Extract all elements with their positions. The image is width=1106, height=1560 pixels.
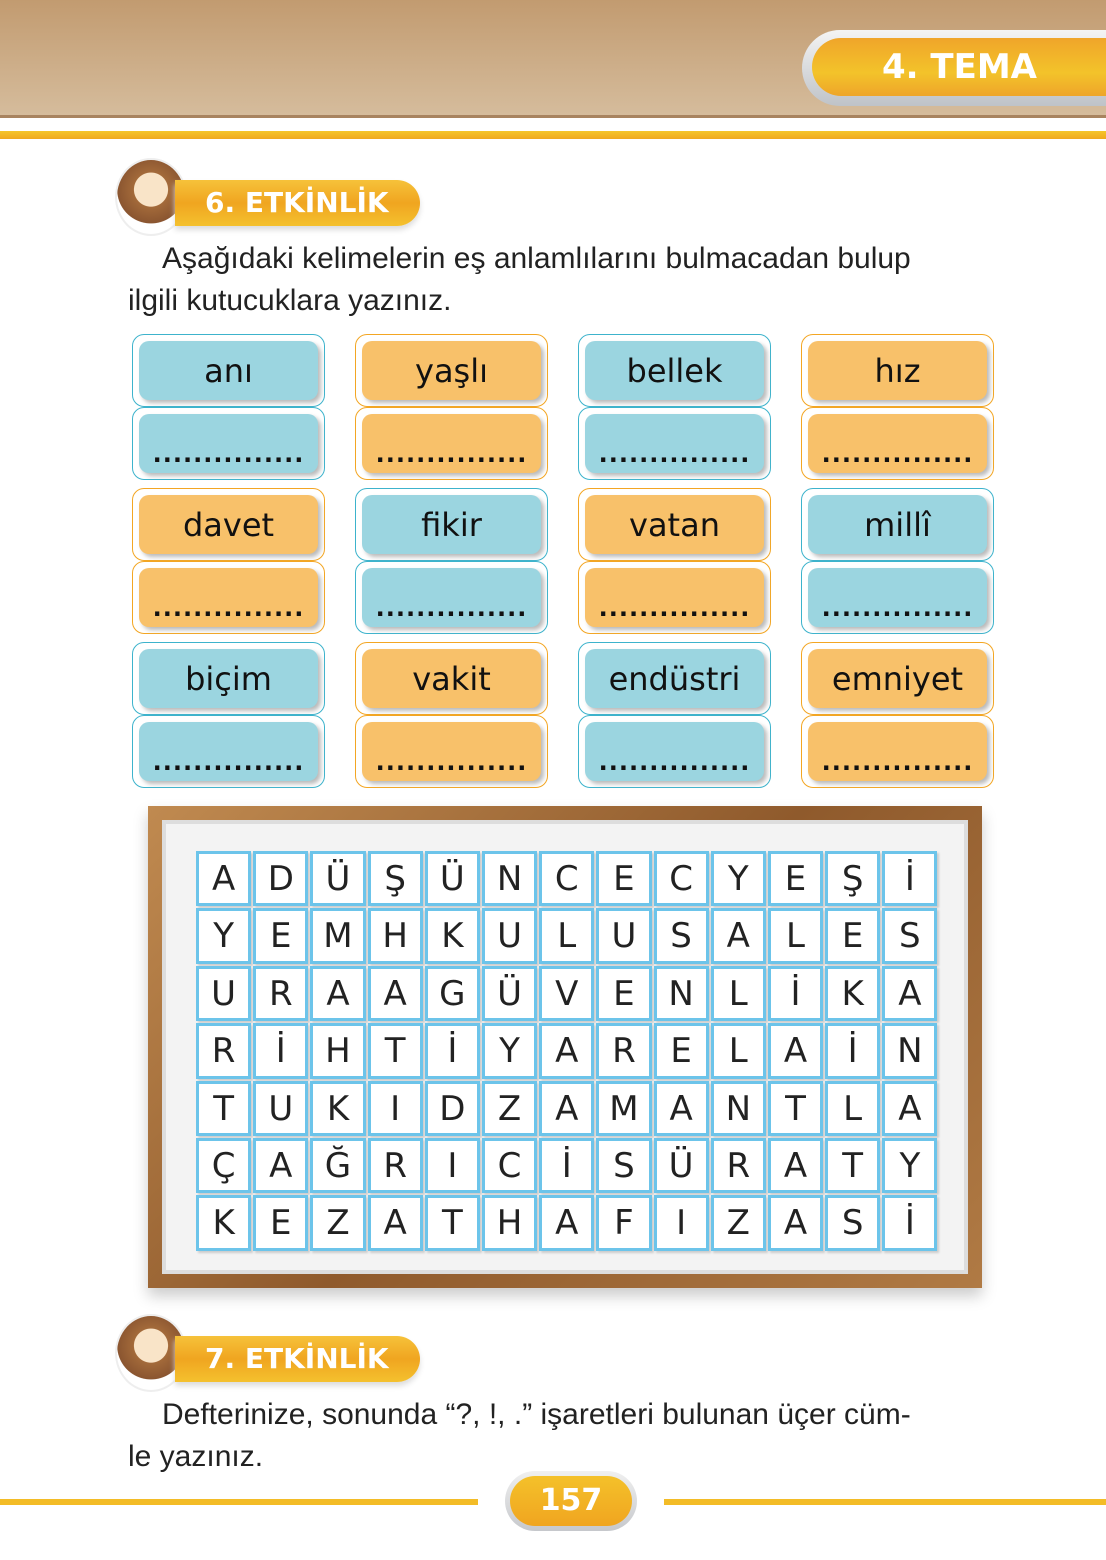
activity6-instruction (128, 238, 1088, 322)
word-label: bellek (585, 341, 764, 400)
puzzle-cell[interactable]: İ (825, 1023, 880, 1078)
puzzle-cell[interactable]: T (196, 1081, 251, 1136)
puzzle-cell[interactable]: U (482, 908, 537, 963)
puzzle-cell[interactable]: F (596, 1195, 651, 1250)
word-card (355, 642, 548, 715)
word-search-board (162, 820, 968, 1274)
puzzle-cell[interactable]: İ (253, 1023, 308, 1078)
word-label: emniyet (808, 649, 987, 708)
puzzle-cell[interactable]: E (768, 851, 823, 906)
answer-box[interactable] (801, 407, 994, 480)
puzzle-cell[interactable]: N (482, 851, 537, 906)
puzzle-cell[interactable]: A (768, 1138, 823, 1193)
puzzle-cell[interactable]: A (711, 908, 766, 963)
puzzle-cell[interactable]: U (196, 966, 251, 1021)
puzzle-cell[interactable]: D (253, 851, 308, 906)
puzzle-cell[interactable]: A (539, 1081, 594, 1136)
puzzle-cell[interactable]: L (825, 1081, 880, 1136)
answer-box[interactable] (132, 715, 325, 788)
puzzle-cell[interactable]: K (196, 1195, 251, 1250)
word-label: endüstri (585, 649, 764, 708)
puzzle-cell[interactable]: N (654, 966, 709, 1021)
puzzle-cell[interactable]: Ş (368, 851, 423, 906)
answer-placeholder[interactable]: ............... (139, 414, 318, 473)
answer-placeholder[interactable]: ............... (808, 414, 987, 473)
puzzle-cell[interactable]: A (368, 1195, 423, 1250)
puzzle-cell[interactable]: S (654, 908, 709, 963)
puzzle-cell[interactable]: İ (882, 851, 937, 906)
word-label: fikir (362, 495, 541, 554)
activity7-instruction (128, 1394, 1088, 1478)
puzzle-cell[interactable]: Ş (825, 851, 880, 906)
puzzle-cell[interactable]: Y (196, 908, 251, 963)
answer-placeholder[interactable]: ............... (808, 568, 987, 627)
puzzle-cell[interactable]: Ğ (310, 1138, 365, 1193)
puzzle-cell[interactable]: A (882, 966, 937, 1021)
word-card (578, 488, 771, 561)
puzzle-cell[interactable]: Y (711, 851, 766, 906)
activity6-title: 6. ETKİNLİK (175, 180, 420, 226)
puzzle-cell[interactable]: R (196, 1023, 251, 1078)
activity7-badge (115, 1328, 420, 1388)
answer-placeholder[interactable]: ............... (808, 722, 987, 781)
answer-placeholder[interactable]: ............... (585, 414, 764, 473)
puzzle-cell[interactable]: U (596, 908, 651, 963)
instruction-line: Defterinize, sonunda “?, !, .” işaretleri bulunan üçer cüm- (162, 1398, 911, 1431)
activity7-title: 7. ETKİNLİK (175, 1336, 420, 1382)
puzzle-cell[interactable]: A (768, 1195, 823, 1250)
puzzle-cell[interactable]: H (482, 1195, 537, 1250)
word-label: vakit (362, 649, 541, 708)
puzzle-cell[interactable]: A (539, 1195, 594, 1250)
page-number: 157 (510, 1476, 632, 1526)
footer-line-left (0, 1499, 478, 1505)
page-number-badge (505, 1471, 637, 1531)
puzzle-cell[interactable]: T (825, 1138, 880, 1193)
puzzle-cell[interactable]: U (253, 1081, 308, 1136)
puzzle-cell[interactable]: A (368, 966, 423, 1021)
puzzle-cell[interactable]: İ (539, 1138, 594, 1193)
puzzle-cell[interactable]: S (825, 1195, 880, 1250)
puzzle-cell[interactable]: T (368, 1023, 423, 1078)
puzzle-cell[interactable]: N (711, 1081, 766, 1136)
word-card (801, 334, 994, 407)
puzzle-cell[interactable]: T (768, 1081, 823, 1136)
puzzle-cell[interactable]: C (654, 851, 709, 906)
puzzle-cell[interactable]: A (539, 1023, 594, 1078)
word-search-grid (195, 850, 938, 1252)
puzzle-cell[interactable]: C (539, 851, 594, 906)
puzzle-cell[interactable]: G (425, 966, 480, 1021)
puzzle-cell[interactable]: İ (425, 1023, 480, 1078)
puzzle-cell[interactable]: L (539, 908, 594, 963)
answer-box[interactable] (132, 561, 325, 634)
answer-box[interactable] (355, 407, 548, 480)
puzzle-cell[interactable]: R (596, 1023, 651, 1078)
answer-placeholder[interactable]: ............... (585, 568, 764, 627)
instruction-line: ilgili kutucuklara yazınız. (128, 284, 452, 317)
puzzle-cell[interactable]: Z (711, 1195, 766, 1250)
word-card (801, 488, 994, 561)
header-divider (0, 131, 1106, 139)
answer-placeholder[interactable]: ............... (585, 722, 764, 781)
word-label: anı (139, 341, 318, 400)
word-label: yaşlı (362, 341, 541, 400)
word-card (578, 334, 771, 407)
word-search-frame (148, 806, 982, 1288)
word-card (355, 334, 548, 407)
puzzle-cell[interactable]: E (654, 1023, 709, 1078)
puzzle-cell[interactable]: M (596, 1081, 651, 1136)
puzzle-cell[interactable]: V (539, 966, 594, 1021)
puzzle-cell[interactable]: Z (482, 1081, 537, 1136)
puzzle-cell[interactable]: A (768, 1023, 823, 1078)
puzzle-cell[interactable]: T (425, 1195, 480, 1250)
puzzle-cell[interactable]: K (425, 908, 480, 963)
puzzle-cell[interactable]: Ü (482, 966, 537, 1021)
puzzle-cell[interactable]: R (368, 1138, 423, 1193)
word-card (355, 488, 548, 561)
word-label: millî (808, 495, 987, 554)
puzzle-cell[interactable]: Ç (196, 1138, 251, 1193)
word-label: biçim (139, 649, 318, 708)
puzzle-cell[interactable]: S (596, 1138, 651, 1193)
puzzle-cell[interactable]: L (711, 966, 766, 1021)
theme-badge (802, 30, 1106, 106)
puzzle-cell[interactable]: S (882, 908, 937, 963)
puzzle-cell[interactable]: R (253, 966, 308, 1021)
word-card (801, 642, 994, 715)
word-card (132, 642, 325, 715)
puzzle-cell[interactable]: I (654, 1195, 709, 1250)
puzzle-cell[interactable]: E (253, 908, 308, 963)
answer-placeholder[interactable]: ............... (362, 568, 541, 627)
answer-box[interactable] (132, 407, 325, 480)
puzzle-cell[interactable]: İ (882, 1195, 937, 1250)
answer-box[interactable] (578, 407, 771, 480)
puzzle-cell[interactable]: Ü (425, 851, 480, 906)
puzzle-cell[interactable]: İ (768, 966, 823, 1021)
puzzle-cell[interactable]: Ü (654, 1138, 709, 1193)
puzzle-cell[interactable]: A (882, 1081, 937, 1136)
puzzle-cell[interactable]: L (711, 1023, 766, 1078)
puzzle-cell[interactable]: I (425, 1138, 480, 1193)
answer-placeholder[interactable]: ............... (139, 568, 318, 627)
puzzle-cell[interactable]: R (711, 1138, 766, 1193)
instruction-line: le yazınız. (128, 1440, 264, 1473)
word-card (132, 488, 325, 561)
footer-line-right (664, 1499, 1106, 1505)
word-card (132, 334, 325, 407)
instruction-line: Aşağıdaki kelimelerin eş anlamlılarını bulmacadan bulup (162, 242, 911, 275)
puzzle-cell[interactable]: Z (310, 1195, 365, 1250)
answer-box[interactable] (801, 715, 994, 788)
puzzle-cell[interactable]: K (310, 1081, 365, 1136)
puzzle-cell[interactable]: E (596, 851, 651, 906)
puzzle-cell[interactable]: M (310, 908, 365, 963)
answer-box[interactable] (578, 715, 771, 788)
activity6-badge (115, 172, 420, 232)
puzzle-cell[interactable]: H (310, 1023, 365, 1078)
word-label: hız (808, 341, 987, 400)
answer-box[interactable] (355, 561, 548, 634)
puzzle-cell[interactable]: K (825, 966, 880, 1021)
puzzle-cell[interactable]: A (253, 1138, 308, 1193)
word-label: davet (139, 495, 318, 554)
puzzle-cell[interactable]: E (596, 966, 651, 1021)
answer-box[interactable] (355, 715, 548, 788)
puzzle-cell[interactable]: Y (482, 1023, 537, 1078)
puzzle-cell[interactable]: Y (882, 1138, 937, 1193)
theme-label: 4. TEMA (812, 38, 1106, 96)
puzzle-cell[interactable]: A (654, 1081, 709, 1136)
puzzle-cell[interactable]: I (368, 1081, 423, 1136)
puzzle-cell[interactable]: A (196, 851, 251, 906)
puzzle-cell[interactable]: A (310, 966, 365, 1021)
puzzle-cell[interactable]: E (825, 908, 880, 963)
puzzle-cell[interactable]: C (482, 1138, 537, 1193)
puzzle-cell[interactable]: D (425, 1081, 480, 1136)
puzzle-cell[interactable]: Ü (310, 851, 365, 906)
word-card (578, 642, 771, 715)
answer-placeholder[interactable]: ............... (362, 722, 541, 781)
answer-box[interactable] (578, 561, 771, 634)
answer-placeholder[interactable]: ............... (139, 722, 318, 781)
puzzle-cell[interactable]: E (253, 1195, 308, 1250)
answer-placeholder[interactable]: ............... (362, 414, 541, 473)
puzzle-cell[interactable]: L (768, 908, 823, 963)
puzzle-cell[interactable]: H (368, 908, 423, 963)
answer-box[interactable] (801, 561, 994, 634)
word-label: vatan (585, 495, 764, 554)
puzzle-cell[interactable]: N (882, 1023, 937, 1078)
